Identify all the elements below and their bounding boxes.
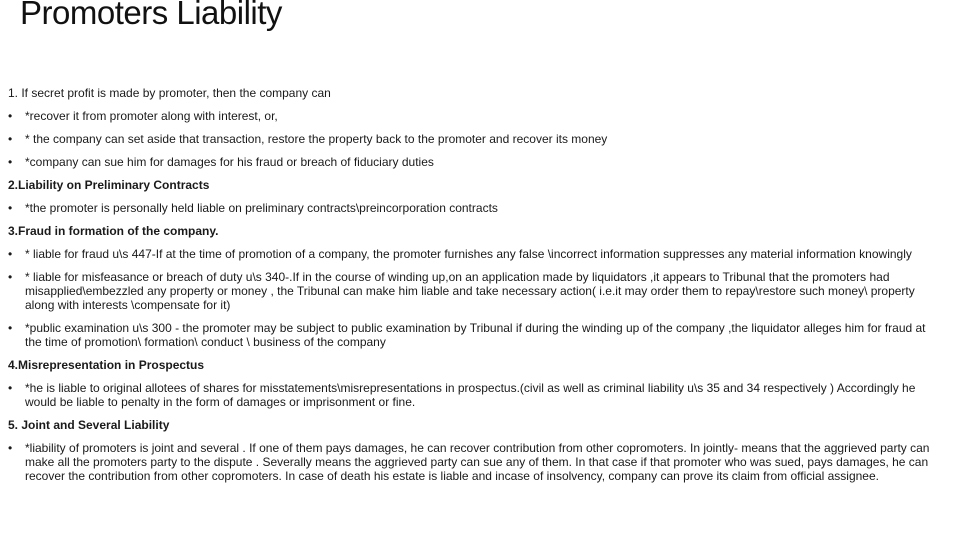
bullet-icon: •: [8, 155, 13, 169]
list-item-text: * liable for misfeasance or breach of duty u\s 340-.If in the course of winding up,on an application made by liquidators ,it appears to Tribunal that the promoters had misapplied\embezzled any property or money , the Tribunal can make him liable and take necessary action( i.e.it may order them to repay\restore such money\ property along with interests \compensate for it): [25, 270, 915, 312]
list-item: [8, 155, 943, 169]
section-heading-preliminary-contracts: 2.Liability on Preliminary Contracts: [8, 178, 210, 192]
list-item: [8, 132, 943, 146]
list-item-text: *company can sue him for damages for his fraud or breach of fiduciary duties: [25, 155, 434, 169]
slide-title: Promoters Liability: [20, 0, 282, 31]
list-item-text: *he is liable to original allotees of shares for misstatements\misrepresentations in prospectus.(civil as well as criminal liability u\s 35 and 34 respectively ) Accordingly he would be liable to penalty in the form of damages or imprisonment or fine.: [25, 381, 916, 409]
list-item-text: * the company can set aside that transaction, restore the property back to the promoter and recover its money: [25, 132, 608, 146]
section-heading-joint-several: 5. Joint and Several Liability: [8, 418, 170, 432]
slide-body: [8, 86, 943, 483]
list-item-text: *recover it from promoter along with interest, or,: [25, 109, 278, 123]
list-item: [8, 109, 943, 123]
bullet-icon: •: [8, 441, 13, 455]
list-item-text: *public examination u\s 300 - the promoter may be subject to public examination by Tribunal if during the winding up of the company ,the liquidator alleges him for fraud at the time of promotion\ formation\ conduct \ business of the company: [25, 321, 926, 349]
list-item: [8, 381, 943, 409]
bullet-icon: •: [8, 109, 13, 123]
bullet-icon: •: [8, 321, 13, 335]
list-item: [8, 441, 943, 483]
list-item: [8, 270, 943, 312]
list-item-text: * liable for fraud u\s 447-If at the time of promotion of a company, the promoter furnishes any false \incorrect information suppresses any material information knowingly: [25, 247, 912, 261]
section-heading-secret-profit: 1. If secret profit is made by promoter, then the company can: [8, 86, 331, 100]
section-heading-fraud: 3.Fraud in formation of the company.: [8, 224, 219, 238]
list-item: [8, 321, 943, 349]
bullet-icon: •: [8, 132, 13, 146]
list-item: [8, 247, 943, 261]
bullet-icon: •: [8, 381, 13, 395]
bullet-icon: •: [8, 270, 13, 284]
section-heading-misrepresentation: 4.Misrepresentation in Prospectus: [8, 358, 205, 372]
list-item-text: *the promoter is personally held liable on preliminary contracts\preincorporation contracts: [25, 201, 498, 215]
bullet-icon: •: [8, 247, 13, 261]
list-item: [8, 201, 943, 215]
bullet-icon: •: [8, 201, 13, 215]
list-item-text: *liability of promoters is joint and several . If one of them pays damages, he can recover contribution from other copromoters. In jointly- means that the aggrieved party can make all the promoters party to the dispute . Severally means the aggrieved party can sue any of them. In that case if that promoter who was sued, pays damages, he can recover the contribution from other copromoters. In case of death his estate is liable and incase of insolvency, company can prove its claim from official assignee.: [25, 441, 930, 483]
